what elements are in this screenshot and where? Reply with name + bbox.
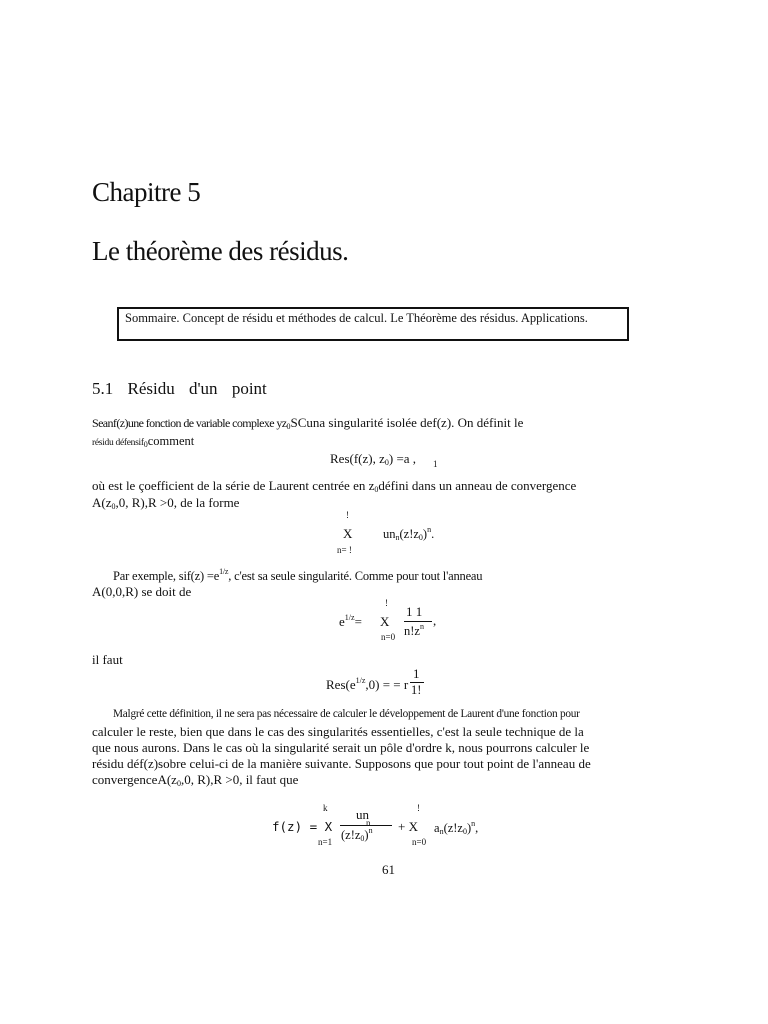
- eq3-sum-symbol: X: [380, 614, 390, 629]
- summary-text: Sommaire. Concept de résidu et méthodes de calcul. Le Théorème des résidus. Applications.: [125, 311, 588, 325]
- summary-box: [117, 307, 629, 341]
- section-word2: d'un: [188, 379, 218, 398]
- eq5-lower-limit-2: n=0: [412, 837, 427, 847]
- eq3-numerator: 1 1: [406, 604, 423, 619]
- section-heading: [92, 379, 267, 399]
- eq5-numerator: un: [356, 807, 369, 822]
- chapter-label: Chapitre 5: [92, 177, 201, 207]
- section-word3: point: [231, 379, 267, 398]
- eq2-sum-symbol: X: [343, 526, 353, 541]
- eq5-regular-term: $a_n(z!z_0)^n$,: [434, 819, 479, 836]
- eq3-lhs: $e^{1/z}=$: [339, 613, 362, 629]
- eq4-expression: $Res(e^{1/z},0)$ = = r: [326, 676, 409, 692]
- para3-line2: A(0,0,R) se doit de: [92, 584, 192, 599]
- eq4-denominator: 1!: [411, 683, 422, 697]
- para5-line5: $convergenceA(z_0,0$, R),R >0, il faut que: [92, 772, 299, 788]
- eq5-plus-sum: + X: [398, 819, 418, 834]
- eq2-term: $un_n(z!z_0)^n$.: [383, 525, 435, 542]
- eq5-lhs: f(z) = X: [272, 819, 333, 834]
- equation-residue-definition: Res(f(z), $z_0) =a$ ,: [330, 451, 417, 467]
- eq2-lower-limit: n= !: [337, 545, 352, 555]
- chapter-title: Le théorème des résidus.: [92, 236, 349, 266]
- eq3-upper-limit: !: [385, 598, 388, 608]
- para2-line2: $A(z_0,0$, R),R >0, de la forme: [92, 495, 240, 511]
- eq5-lower-limit-1: n=1: [318, 837, 333, 847]
- para5-line1: Malgré cette définition, il ne sera pas nécessaire de calculer le développement de Laurent d'une fonction pour: [113, 708, 580, 720]
- equation-residue-index: 1: [433, 459, 438, 469]
- eq5-upper-limit-2: !: [417, 803, 420, 813]
- para5-line3: que nous aurons. Dans le cas où la singularité serait un pôle d'ordre k, nous pourrons calculer le: [92, 740, 590, 755]
- eq5-denominator: $(z!z_0)^n$: [341, 826, 373, 843]
- para1-line1: Seanf(z)une fonction de variable complexe $yz_0SCuna$ singularité isolée def(z). On définit le: [92, 415, 524, 431]
- eq2-upper-limit: !: [346, 510, 349, 520]
- eq3-comma: ,: [433, 613, 437, 628]
- para5-line2: calculer le reste, bien que dans le cas des singularités essentielles, c'est la seule technique de la: [92, 724, 584, 739]
- para2-line1: où est le çoefficient de la série de Laurent centrée en $z_0défini$ dans un anneau de convergence: [92, 478, 577, 494]
- para1-line2: résidu défensif$_0$comment: [92, 434, 195, 449]
- page-number: 61: [382, 862, 395, 877]
- eq5-numerator-sub: n: [366, 818, 371, 828]
- para5-line4: résidu déf(z)sobre celui-ci de la manière suivante. Supposons que pour tout point de l'anneau de: [92, 756, 591, 771]
- section-word1: Résidu: [127, 379, 175, 398]
- eq5-upper-limit-1: k: [323, 803, 328, 813]
- eq3-lower-limit: n=0: [381, 632, 396, 642]
- eq4-numerator: 1: [413, 666, 420, 681]
- eq3-denominator: $n!z^n$: [404, 622, 424, 638]
- para3-line1: Par exemple, $sif(z) =e^{1/z}$, c'est sa seule singularité. Comme pour tout l'anneau: [113, 567, 483, 583]
- para4: il faut: [92, 652, 123, 667]
- section-number: 5.1: [92, 379, 114, 398]
